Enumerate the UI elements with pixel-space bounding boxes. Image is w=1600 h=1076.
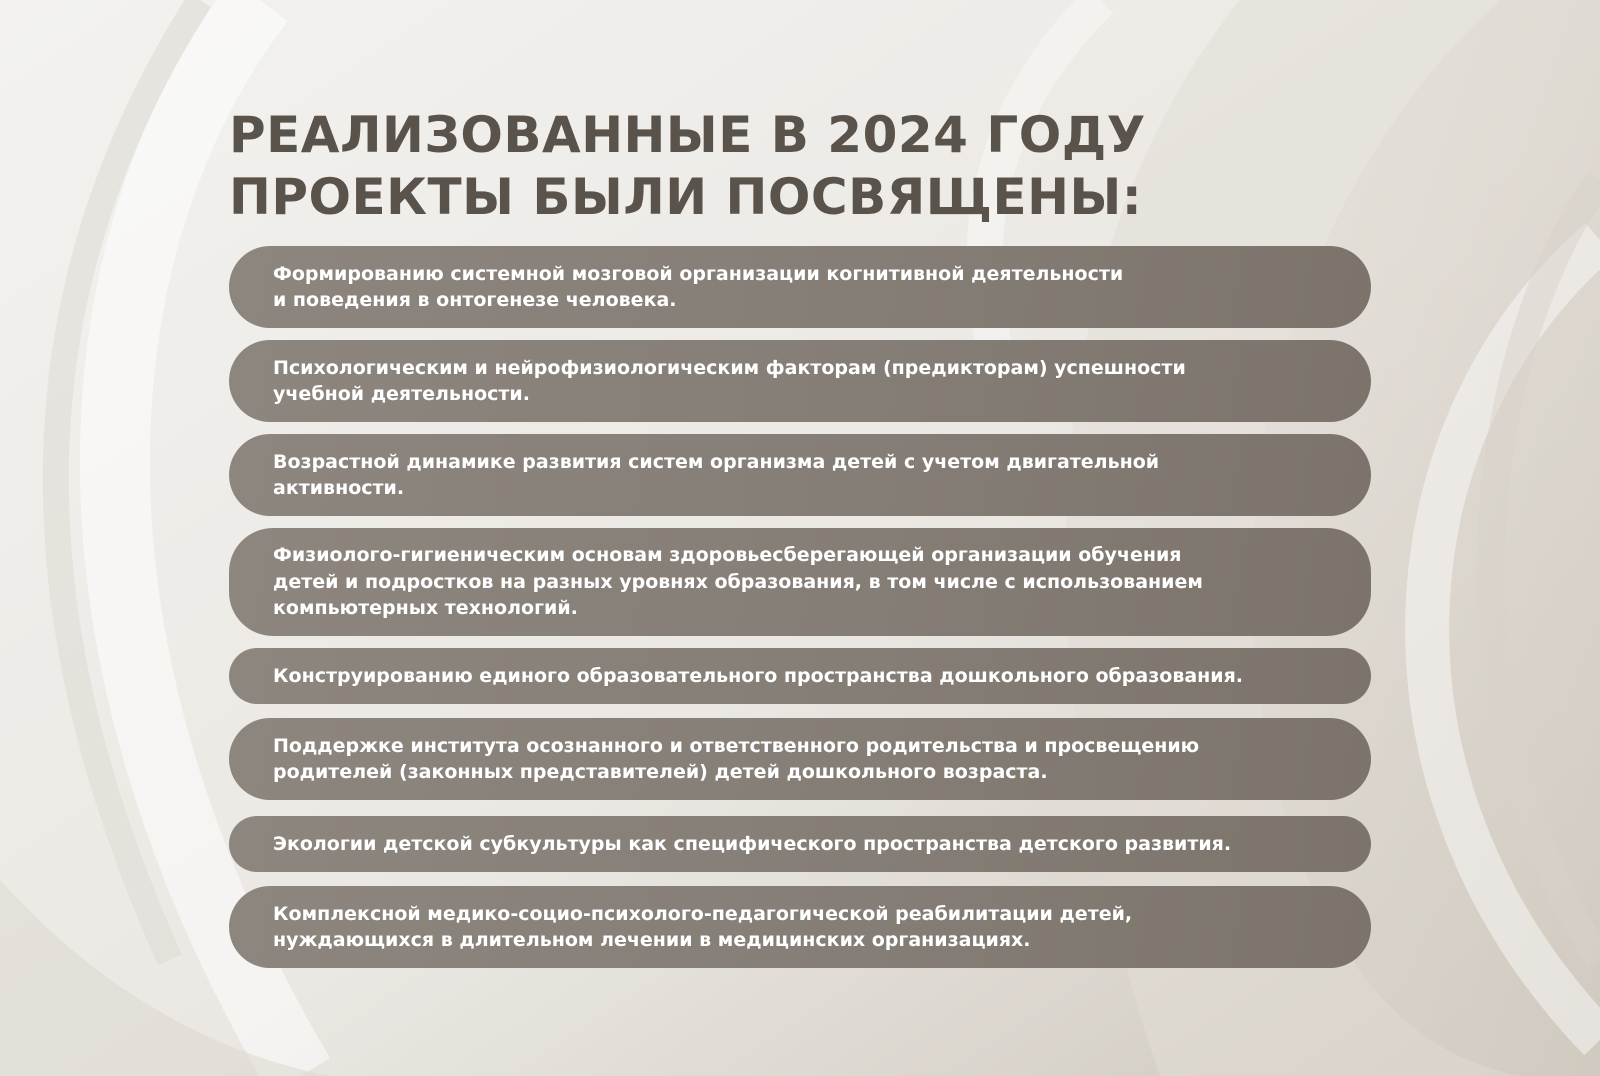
project-item-6 [229,718,1371,800]
project-item-8 [229,886,1371,968]
project-item-7-line-1: Экологии детской субкультуры как специфического пространства детского развития. [273,832,1232,855]
project-item-5 [229,648,1371,704]
project-item-8-line-1: Комплексной медико-социо-психолого-педагогической реабилитации детей, [273,902,1133,925]
project-item-4 [229,528,1371,636]
project-item-4-line-3: компьютерных технологий. [273,597,578,620]
project-item-6-line-1: Поддержке института осознанного и ответственного родительства и просвещению [273,734,1200,757]
project-item-2-line-1: Психологическим и нейрофизиологическим факторам (предикторам) успешности [273,356,1186,379]
project-item-3 [229,434,1371,516]
project-item-4-line-2: детей и подростков на разных уровнях образования, в том числе с использованием [273,570,1203,593]
page-title-line-2: ПРОЕКТЫ БЫЛИ ПОСВЯЩЕНЫ: [229,168,1143,226]
page-title-line-1: РЕАЛИЗОВАННЫЕ В 2024 ГОДУ [229,106,1146,164]
project-item-6-line-2: родителей (законных представителей) детей дошкольного возраста. [273,761,1048,783]
project-item-4-line-1: Физиолого-гигиеническим основам здоровьесберегающей организации обучения [273,544,1182,567]
project-item-1-line-1: Формированию системной мозговой организации когнитивной деятельности [273,262,1124,285]
project-item-1-line-2: и поведения в онтогенезе человека. [273,289,677,311]
project-item-5-line-1: Конструированию единого образовательного пространства дошкольного образования. [273,664,1244,687]
project-item-3-line-1: Возрастной динамике развития систем организма детей с учетом двигательной [273,450,1160,473]
project-item-2 [229,340,1371,422]
main-content [229,104,1371,951]
project-item-7 [229,816,1371,872]
project-item-8-line-2: нуждающихся в длительном лечении в медицинских организациях. [273,929,1031,951]
project-item-1 [229,246,1371,328]
project-item-2-line-2: учебной деятельности. [273,383,530,405]
page-title [229,104,1371,228]
project-item-3-line-2: активности. [273,477,405,499]
